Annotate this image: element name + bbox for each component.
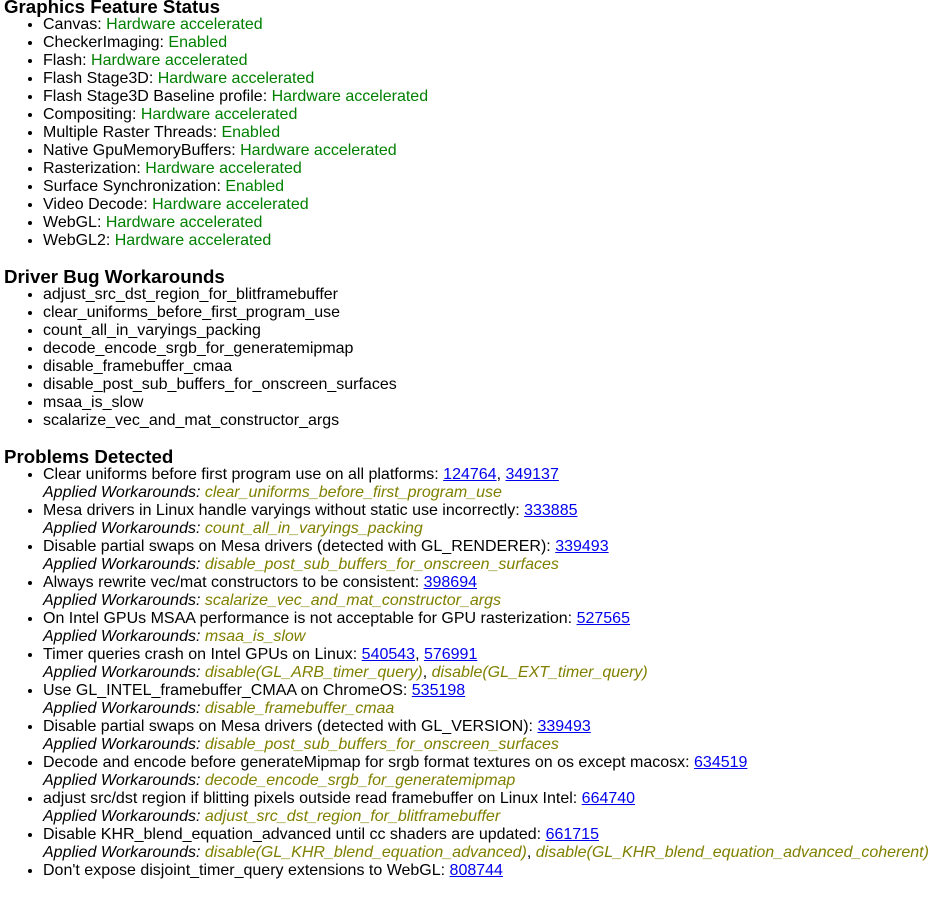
problem-item [43, 502, 947, 538]
feature-item: • WebGL: Hardware accelerated [43, 214, 947, 232]
problem-description: adjust src/dst region if blitting pixels outside read framebuffer on Linux Intel: [43, 790, 578, 807]
feature-name: Flash Stage3D Baseline profile [43, 88, 263, 105]
feature-name: Multiple Raster Threads [43, 124, 213, 141]
workaround-item: • count_all_in_varyings_packing [43, 322, 947, 340]
applied-workaround-name: disable(GL_KHR_blend_equation_advanced_coherent) [535, 844, 929, 861]
feature-status-value: Enabled [225, 178, 285, 195]
feature-name: Flash [43, 52, 83, 69]
problem-description: Disable KHR_blend_equation_advanced until cc shaders are updated: [43, 826, 542, 843]
workaround-item: • adjust_src_dst_region_for_blitframebuffer [43, 286, 947, 304]
feature-status-value: Enabled [221, 124, 281, 141]
problems-heading: Problems Detected [4, 446, 174, 467]
workaround-item: • clear_uniforms_before_first_program_use [43, 304, 947, 322]
bug-link[interactable]: 540543 [361, 646, 416, 663]
feature-status-value: Hardware accelerated [145, 160, 302, 177]
feature-item: • Multiple Raster Threads: Enabled [43, 124, 947, 142]
applied-workarounds-label: Applied Workarounds: [43, 772, 201, 789]
workarounds-heading: Driver Bug Workarounds [4, 266, 225, 287]
bug-link[interactable]: 398694 [423, 574, 477, 591]
feature-item: • Video Decode: Hardware accelerated [43, 196, 947, 214]
bug-link[interactable]: 349137 [505, 466, 559, 483]
feature-item: • Flash Stage3D Baseline profile: Hardware accelerated [43, 88, 947, 106]
workarounds-list [4, 286, 947, 430]
applied-workaround-name: disable(GL_KHR_blend_equation_advanced) [204, 844, 527, 861]
problem-description: Disable partial swaps on Mesa drivers (detected with GL_RENDERER): [43, 538, 551, 555]
applied-workaround-name: adjust_src_dst_region_for_blitframebuffer [204, 808, 501, 825]
applied-workarounds-label: Applied Workarounds: [43, 808, 201, 825]
applied-workaround-name: disable_post_sub_buffers_for_onscreen_surfaces [204, 736, 559, 753]
bug-link[interactable]: 664740 [581, 790, 636, 807]
problem-description: Always rewrite vec/mat constructors to be consistent: [43, 574, 420, 591]
bug-link[interactable]: 634519 [694, 754, 748, 771]
feature-name: Flash Stage3D [43, 70, 149, 87]
feature-item: • Compositing: Hardware accelerated [43, 106, 947, 124]
problem-item [43, 754, 947, 790]
problem-description: On Intel GPUs MSAA performance is not acceptable for GPU rasterization: [43, 610, 573, 627]
problem-item: • Timer queries crash on Intel GPUs on Linux: 540543, 576991 Applied Workarounds: disable(GL_ARB_timer_query), disable(GL_EXT_timer_query) [43, 646, 947, 682]
problem-description: Decode and encode before generateMipmap for srgb format textures on os except macosx: [43, 754, 690, 771]
problem-item [43, 682, 947, 718]
feature-name: Video Decode [43, 196, 144, 213]
problem-description: Don't expose disjoint_timer_query extensions to WebGL: [43, 862, 446, 879]
feature-name: Compositing [43, 106, 132, 123]
problems-list [4, 466, 947, 880]
applied-workarounds-label: Applied Workarounds: [43, 484, 201, 501]
workaround-item: • disable_post_sub_buffers_for_onscreen_surfaces [43, 376, 947, 394]
applied-workarounds-label: Applied Workarounds: [43, 700, 201, 717]
workaround-item: • disable_framebuffer_cmaa [43, 358, 947, 376]
feature-status-value: Hardware accelerated [152, 196, 309, 213]
bug-link[interactable]: 333885 [524, 502, 578, 519]
bug-link[interactable]: 808744 [449, 862, 503, 879]
applied-workarounds-label: Applied Workarounds: [43, 628, 201, 645]
bug-link[interactable]: 527565 [576, 610, 630, 627]
applied-workarounds-label: Applied Workarounds: [43, 520, 201, 537]
bug-link[interactable]: 339493 [537, 718, 591, 735]
problem-item [43, 610, 947, 646]
feature-item: • Rasterization: Hardware accelerated [43, 160, 947, 178]
bug-link[interactable]: 535198 [411, 682, 466, 699]
applied-workaround-name: disable_framebuffer_cmaa [204, 700, 395, 717]
feature-name: Surface Synchronization [43, 178, 217, 195]
feature-status-value: Hardware accelerated [140, 106, 298, 123]
applied-workaround-name: decode_encode_srgb_for_generatemipmap [204, 772, 516, 789]
problem-description: Mesa drivers in Linux handle varyings without static use incorrectly: [43, 502, 520, 519]
workaround-item: • msaa_is_slow [43, 394, 947, 412]
applied-workaround-name: disable(GL_EXT_timer_query) [431, 664, 648, 681]
bug-link[interactable]: 339493 [555, 538, 609, 555]
feature-status-value: Hardware accelerated [105, 214, 263, 231]
bug-link[interactable]: 661715 [545, 826, 599, 843]
applied-workaround-name: disable(GL_ARB_timer_query) [204, 664, 423, 681]
applied-workaround-name: msaa_is_slow [204, 628, 306, 645]
workaround-item: • decode_encode_srgb_for_generatemipmap [43, 340, 947, 358]
bug-link[interactable]: 124764 [443, 466, 497, 483]
feature-status-value: Hardware accelerated [271, 88, 429, 105]
workaround-item: • scalarize_vec_and_mat_constructor_args [43, 412, 947, 430]
feature-status-value: Enabled [168, 34, 228, 51]
feature-item: • CheckerImaging: Enabled [43, 34, 947, 52]
applied-workaround-name: scalarize_vec_and_mat_constructor_args [204, 592, 502, 609]
applied-workaround-name: count_all_in_varyings_packing [204, 520, 423, 537]
feature-status-value: Hardware accelerated [240, 142, 397, 159]
problem-description: Timer queries crash on Intel GPUs on Linux: [43, 646, 358, 663]
feature-status-value: Hardware accelerated [106, 16, 263, 33]
feature-status-heading: Graphics Feature Status [4, 0, 221, 17]
feature-name: WebGL [43, 214, 97, 231]
feature-name: Rasterization [43, 160, 137, 177]
feature-status-value: Hardware accelerated [114, 232, 272, 249]
problem-item [43, 862, 947, 880]
feature-status-value: Hardware accelerated [91, 52, 248, 69]
feature-item: • Flash: Hardware accelerated [43, 52, 947, 70]
problem-item [43, 718, 947, 754]
bug-link[interactable]: 576991 [423, 646, 478, 663]
feature-name: CheckerImaging [43, 34, 160, 51]
problem-item [43, 538, 947, 574]
applied-workarounds-label: Applied Workarounds: [43, 736, 201, 753]
applied-workarounds-label: Applied Workarounds: [43, 556, 201, 573]
feature-item: • Flash Stage3D: Hardware accelerated [43, 70, 947, 88]
applied-workaround-name: clear_uniforms_before_first_program_use [204, 484, 502, 501]
problem-description: Clear uniforms before first program use on all platforms: [43, 466, 439, 483]
feature-item: • Surface Synchronization: Enabled [43, 178, 947, 196]
feature-status-list [4, 16, 947, 250]
feature-item: • Native GpuMemoryBuffers: Hardware accelerated [43, 142, 947, 160]
applied-workaround-name: disable_post_sub_buffers_for_onscreen_surfaces [204, 556, 559, 573]
problem-item: • Clear uniforms before first program use on all platforms: 124764, 349137 Applied Workarounds: clear_uniforms_before_first_program_use [43, 466, 947, 502]
feature-name: Canvas [43, 16, 98, 33]
problem-item [43, 574, 947, 610]
feature-name: WebGL2 [43, 232, 106, 249]
applied-workarounds-label: Applied Workarounds: [43, 664, 201, 681]
feature-status-value: Hardware accelerated [157, 70, 315, 87]
problem-item [43, 790, 947, 826]
problem-description: Use GL_INTEL_framebuffer_CMAA on ChromeOS: [43, 682, 408, 699]
feature-item: • Canvas: Hardware accelerated [43, 16, 947, 34]
applied-workarounds-label: Applied Workarounds: [43, 844, 201, 861]
feature-name: Native GpuMemoryBuffers [43, 142, 232, 159]
applied-workarounds-label: Applied Workarounds: [43, 592, 201, 609]
problem-description: Disable partial swaps on Mesa drivers (detected with GL_VERSION): [43, 718, 533, 735]
feature-item: • WebGL2: Hardware accelerated [43, 232, 947, 250]
problem-item: • Disable KHR_blend_equation_advanced until cc shaders are updated: 661715 Applied Workarounds: disable(GL_KHR_blend_equation_advanced), disable(GL_KHR_blend_equation_advanced_coherent) [43, 826, 947, 862]
